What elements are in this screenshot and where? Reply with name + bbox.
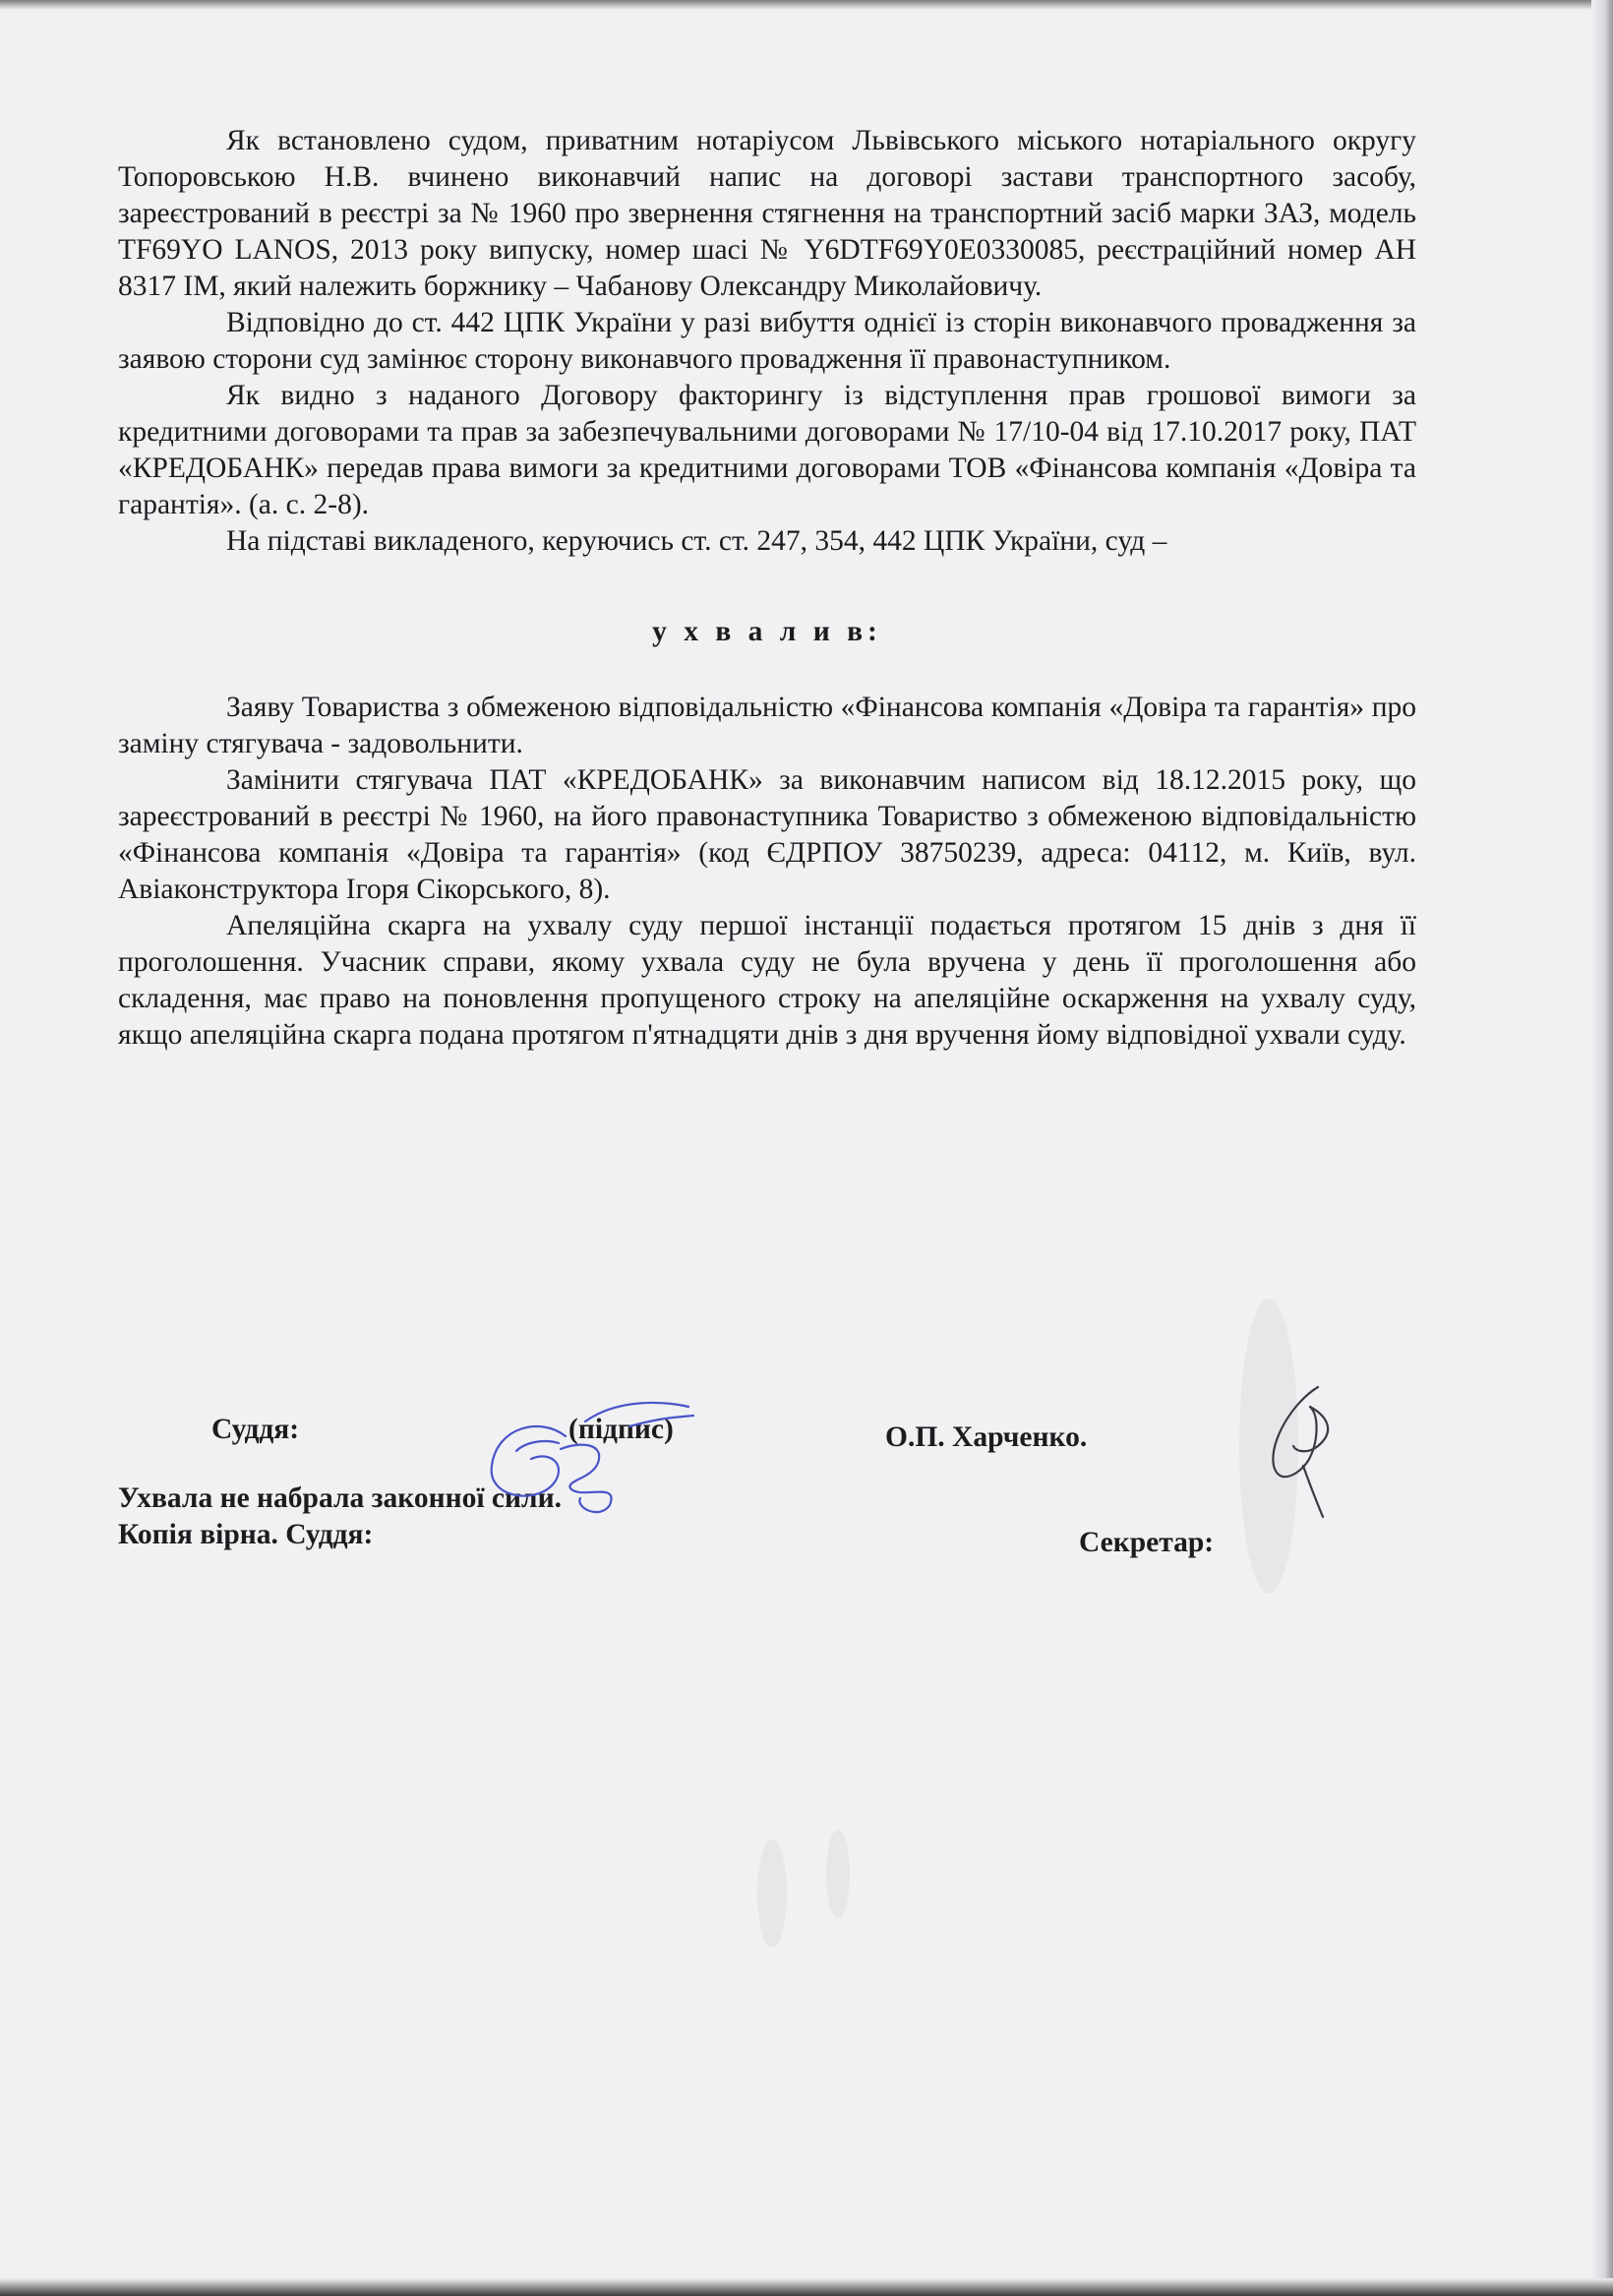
secretary-label: Секретар: xyxy=(1079,1527,1215,1558)
paragraph-grounds: На підставі викладеного, керуючись ст. ст. 247, 354, 442 ЦПК України, суд – xyxy=(226,525,1167,557)
paper-smudge xyxy=(826,1830,850,1918)
ruling-satisfy-application: Заяву Товариства з обмеженою відповідальністю «Фінансова компанія «Довіра та гарантія» про заміну стягувача - задовольнити. xyxy=(118,692,1416,759)
signature-placeholder: (підпис) xyxy=(568,1414,674,1445)
judge-handwritten-signature xyxy=(472,1382,738,1520)
scan-edge-top xyxy=(0,0,1613,10)
document-body xyxy=(118,123,1416,1558)
scan-edge-bottom xyxy=(0,2278,1613,2296)
secretary-handwritten-signature xyxy=(1249,1377,1357,1525)
scan-edge-right xyxy=(1591,0,1613,2296)
paper-smudge xyxy=(757,1840,787,1948)
paragraph-article-442: Відповідно до ст. 442 ЦПК України у разі вибуття однієї із сторін виконавчого провадження за заявою сторони суд замінює сторону виконавчого провадження її правонаступником. xyxy=(118,307,1416,375)
ruling-replace-claimant: Замінити стягувача ПАТ «КРЕДОБАНК» за виконавчим написом від 18.12.2015 року, що зареєстрований в реєстрі № 1960, на його правонаступника Товариство з обмеженою відповідальністю «Фінансова компанія «Довіра та гарантія» (код ЄДРПОУ 38750239, адреса: 04112, м. Київ, вул. Авіаконструктора Ігоря Сікорського, 8). xyxy=(118,764,1416,905)
judge-label: Суддя: xyxy=(211,1414,300,1445)
judge-name: О.П. Харченко. xyxy=(885,1421,1088,1453)
paragraph-factoring-agreement: Як видно з наданого Договору факторингу із відступлення прав грошової вимоги за кредитними договорами та прав за забезпечувальними договорами № 17/10-04 від 17.10.2017 року, ПАТ «КРЕДОБАНК» передав права вимоги за кредитними договорами ТОВ «Фінансова компанія «Довіра та гарантія». (а. с. 2-8). xyxy=(118,380,1416,520)
not-in-force-note: Ухвала не набрала законної сили. xyxy=(118,1482,562,1514)
paragraph-notary-writ: Як встановлено судом, приватним нотаріусом Львівського міського нотаріального округу Топоровською Н.В. вчинено виконавчий напис на договорі застави транспортного засобу, зареєстрований в реєстрі за № 1960 про звернення стягнення на транспортний засіб марки ЗАЗ, модель TF69YO LANOS, 2013 року випуску, номер шасі № Y6DTF69Y0E0330085, реєстраційний номер АН 8317 ІМ, який належить боржнику – Чабанову Олександру Миколайовичу. xyxy=(118,125,1416,302)
judge-signature-row xyxy=(118,1412,1416,1451)
copy-true-label: Копія вірна. Суддя: xyxy=(118,1519,374,1550)
ruling-appeal-procedure: Апеляційна скарга на ухвалу суду першої інстанції подається протягом 15 днів з дня її проголошення. Учасник справи, якому ухвала суду не була вручена у день її проголошення або складення, має право на поновлення пропущеного строку на апеляційне оскарження на ухвалу суду, якщо апеляційна скарга подана протягом п'ятнадцяти днів з дня вручення йому відповідної ухвали суду. xyxy=(118,910,1416,1051)
ruling-heading: у х в а л и в: xyxy=(652,616,882,647)
